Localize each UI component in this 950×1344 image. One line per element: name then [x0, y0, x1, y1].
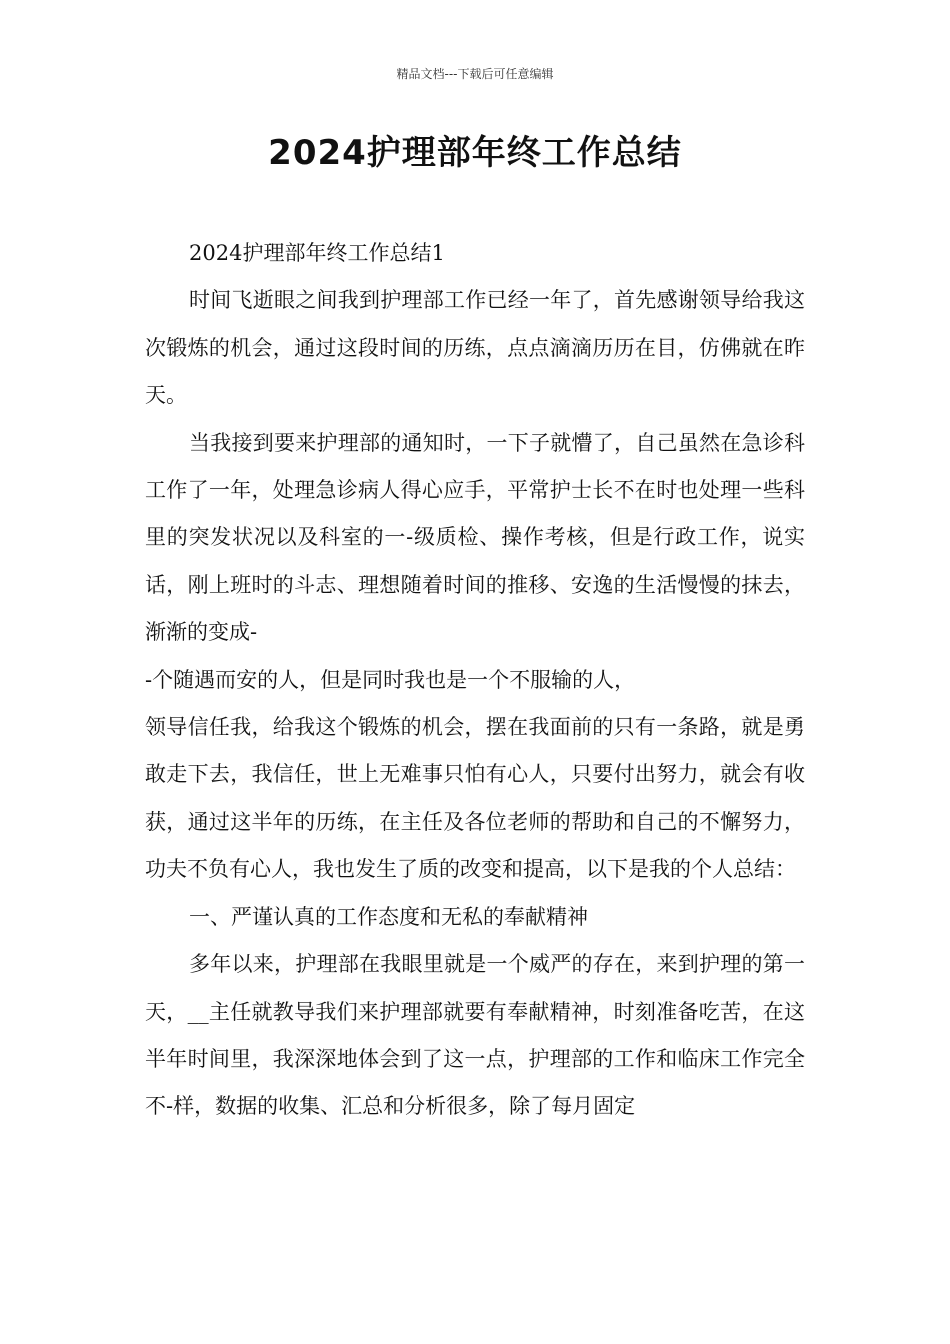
paragraph: 当我接到要来护理部的通知时，一下子就懵了，自己虽然在急诊科工作了一年，处理急诊病人得心应手，平常护士长不在时也处理一些科里的突发状况以及科室的一-级质检、操作考核，但是行政工作，说实话，刚上班时的斗志、理想随着时间的推移、安逸的生活慢慢的抹去，渐渐的变成- — [145, 430, 805, 645]
section-heading: 2024护理部年终工作总结1 — [189, 241, 445, 265]
section-heading: 一、严谨认真的工作态度和无私的奉献精神 — [189, 904, 588, 929]
document-title: 2024护理部年终工作总结 — [268, 133, 682, 173]
page-header: 精品文档---下载后可任意编辑 — [396, 67, 554, 81]
paragraph: 领导信任我，给我这个锻炼的机会，摆在我面前的只有一条路，就是勇敢走下去，我信任，世上无难事只怕有心人，只要付出努力，就会有收获，通过这半年的历练，在主任及各位老师的帮助和自己的不懈努力，功夫不负有心人，我也发生了质的改变和提高，以下是我的个人总结： — [145, 715, 805, 882]
paragraph: -个随遇而安的人，但是同时我也是一个不服输的人， — [145, 667, 636, 692]
document-body — [145, 230, 805, 1131]
paragraph: 多年以来，护理部在我眼里就是一个威严的存在，来到护理的第一天，__主任就教导我们来护理部就要有奉献精神，时刻准备吃苦，在这半年时间里，我深深地体会到了这一点，护理部的工作和临床工作完全不-样，数据的收集、汇总和分析很多，除了每月固定 — [145, 952, 805, 1119]
paragraph: 时间飞逝眼之间我到护理部工作已经一年了，首先感谢领导给我这次锻炼的机会，通过这段时间的历练，点点滴滴历历在目，仿佛就在昨天。 — [145, 288, 805, 408]
